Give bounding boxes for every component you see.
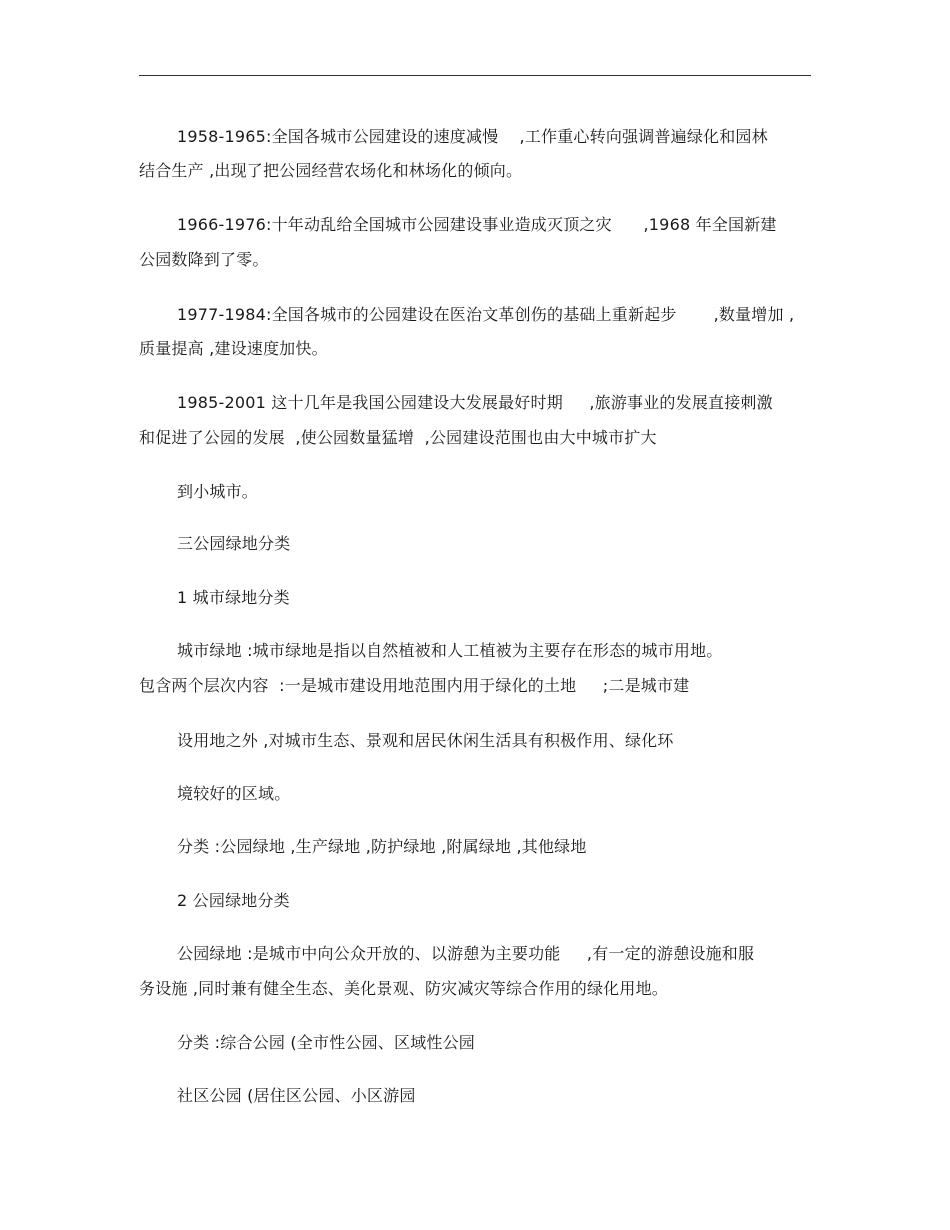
urban-green-definition-line-4: 境较好的区域。	[177, 784, 291, 803]
paragraph-1985-line-2: 和促进了公园的发展 ,使公园数量猛增 ,公园建设范围也由大中城市扩大	[139, 428, 657, 447]
header-rule	[139, 75, 811, 76]
paragraph-1977-line-2: 质量提高 ,建设速度加快。	[139, 339, 328, 358]
paragraph-1985-line-3: 到小城市。	[177, 482, 259, 501]
subsection-heading-2: 2 公园绿地分类	[177, 891, 290, 910]
urban-green-classification: 分类 :公园绿地 ,生产绿地 ,防护绿地 ,附属绿地 ,其他绿地	[177, 837, 587, 856]
park-classification-line-2: 社区公园 (居住区公园、小区游园	[177, 1086, 416, 1105]
paragraph-1958-line-2: 结合生产 ,出现了把公园经营农场化和林场化的倾向。	[139, 161, 523, 180]
urban-green-definition-line-3: 设用地之外 ,对城市生态、景观和居民休闲生活具有积极作用、绿化环	[177, 731, 674, 750]
paragraph-1985-line-1: 1985-2001 这十几年是我国公园建设大发展最好时期 ,旅游事业的发展直接刺激	[177, 393, 773, 412]
section-heading: 三公园绿地分类	[177, 534, 291, 553]
urban-green-definition-line-2: 包含两个层次内容 :一是城市建设用地范围内用于绿化的土地 ;二是城市建	[139, 676, 690, 695]
paragraph-1977-line-1: 1977-1984:全国各城市的公园建设在医治文革创伤的基础上重新起步 ,数量增加 ,	[177, 305, 795, 324]
paragraph-1958-line-1: 1958-1965:全国各城市公园建设的速度减慢 ,工作重心转向强调普遍绿化和园林	[177, 127, 768, 146]
park-classification-line-1: 分类 :综合公园 (全市性公园、区域性公园	[177, 1033, 476, 1052]
subsection-heading-1: 1 城市绿地分类	[177, 588, 290, 607]
park-green-definition-line-1: 公园绿地 :是城市中向公众开放的、以游憩为主要功能 ,有一定的游憩设施和服	[177, 944, 755, 963]
urban-green-definition-line-1: 城市绿地 :城市绿地是指以自然植被和人工植被为主要存在形态的城市用地。	[177, 641, 723, 660]
paragraph-1966-line-2: 公园数降到了零。	[139, 250, 269, 269]
park-green-definition-line-2: 务设施 ,同时兼有健全生态、美化景观、防灾减灾等综合作用的绿化用地。	[139, 979, 668, 998]
paragraph-1966-line-1: 1966-1976:十年动乱给全国城市公园建设事业造成灭顶之灾 ,1968 年全国新建	[177, 215, 777, 234]
